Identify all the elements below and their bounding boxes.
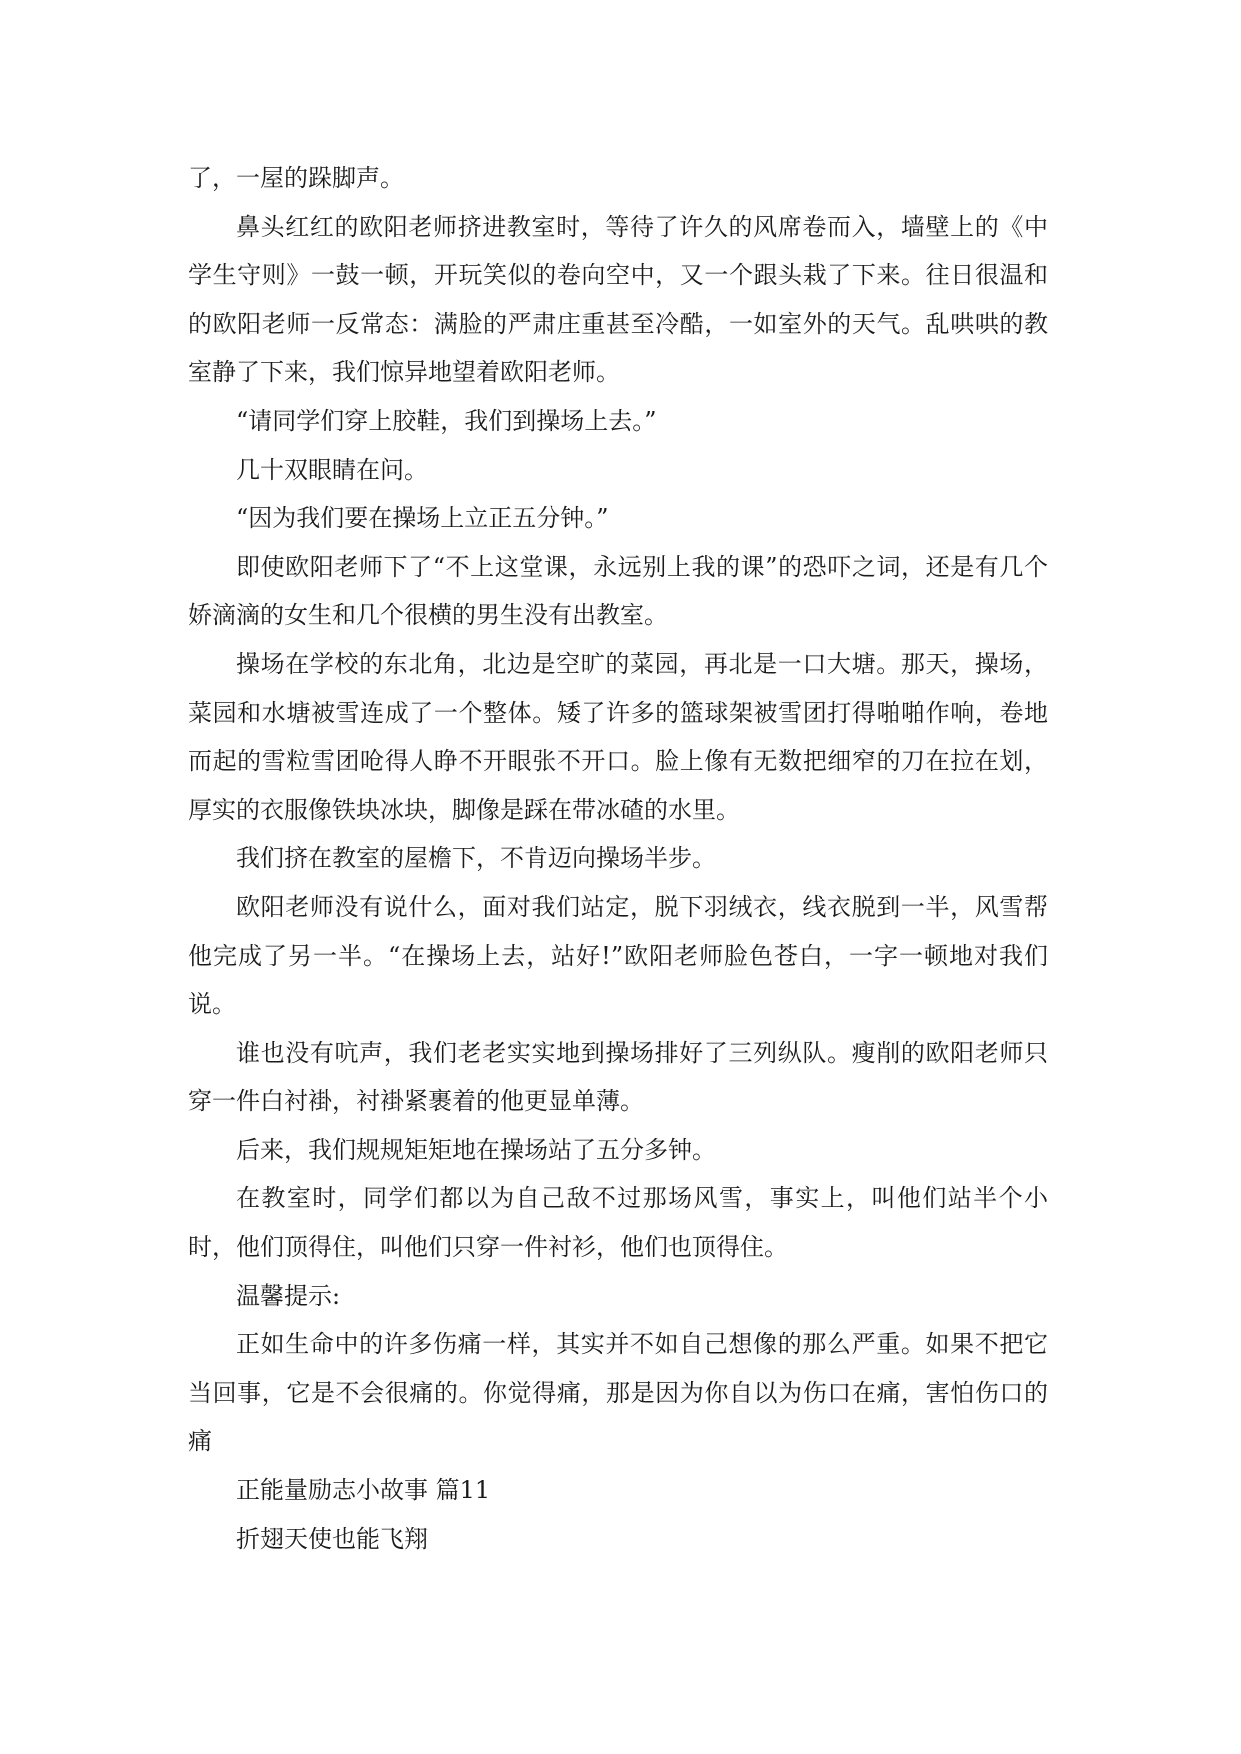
paragraph-quote: “因为我们要在操场上立正五分钟。” <box>236 504 609 533</box>
paragraph: 后来，我们规规矩矩地在操场站了五分多钟。 <box>236 1135 716 1164</box>
paragraph: 我们挤在教室的屋檐下，不肯迈向操场半步。 <box>236 844 716 873</box>
section-heading: 正能量励志小故事 篇11 <box>236 1476 491 1505</box>
paragraph-continuation: 了，一屋的跺脚声。 <box>188 164 404 192</box>
paragraph: 即使欧阳老师下了“不上这堂课，永远别上我的课”的恐吓之词，还是有几个娇滴滴的女生和几个很横的男生没有出教室。 <box>188 552 1048 630</box>
paragraph: 操场在学校的东北角，北边是空旷的菜园，再北是一口大塘。那天，操场，菜园和水塘被雪连成了一个整体。矮了许多的篮球架被雪团打得啪啪作响，卷地而起的雪粒雪团呛得人睁不开眼张不开口。脸上像有无数把细窄的刀在拉在划，厚实的衣服像铁块冰块，脚像是踩在带冰碴的水里。 <box>188 649 1048 824</box>
paragraph-quote: “请同学们穿上胶鞋，我们到操场上去。” <box>236 406 657 435</box>
paragraph: 在教室时，同学们都以为自己敌不过那场风雪，事实上，叫他们站半个小时，他们顶得住，叫他们只穿一件衬衫，他们也顶得住。 <box>188 1184 1048 1262</box>
story-title: 折翅天使也能飞翔 <box>236 1524 428 1553</box>
paragraph: 几十双眼睛在问。 <box>236 455 428 484</box>
document-body <box>188 154 1048 1563</box>
paragraph: 欧阳老师没有说什么，面对我们站定，脱下羽绒衣，线衣脱到一半，风雪帮他完成了另一半。“在操场上去，站好!”欧阳老师脸色苍白，一字一顿地对我们说。 <box>188 892 1048 1019</box>
tip-heading: 温馨提示: <box>236 1281 341 1310</box>
tip-paragraph: 正如生命中的许多伤痛一样，其实并不如自己想像的那么严重。如果不把它当回事，它是不会很痛的。你觉得痛，那是因为你自以为伤口在痛，害怕伤口的痛 <box>188 1330 1048 1456</box>
paragraph: 谁也没有吭声，我们老老实实地到操场排好了三列纵队。瘦削的欧阳老师只穿一件白衬褂，衬褂紧裹着的他更显单薄。 <box>188 1038 1048 1116</box>
paragraph: 鼻头红红的欧阳老师挤进教室时，等待了许久的风席卷而入，墙壁上的《中学生守则》一鼓一顿，开玩笑似的卷向空中，又一个跟头栽了下来。往日很温和的欧阳老师一反常态：满脸的严肃庄重甚至冷酷，一如室外的天气。乱哄哄的教室静了下来，我们惊异地望着欧阳老师。 <box>188 212 1048 387</box>
